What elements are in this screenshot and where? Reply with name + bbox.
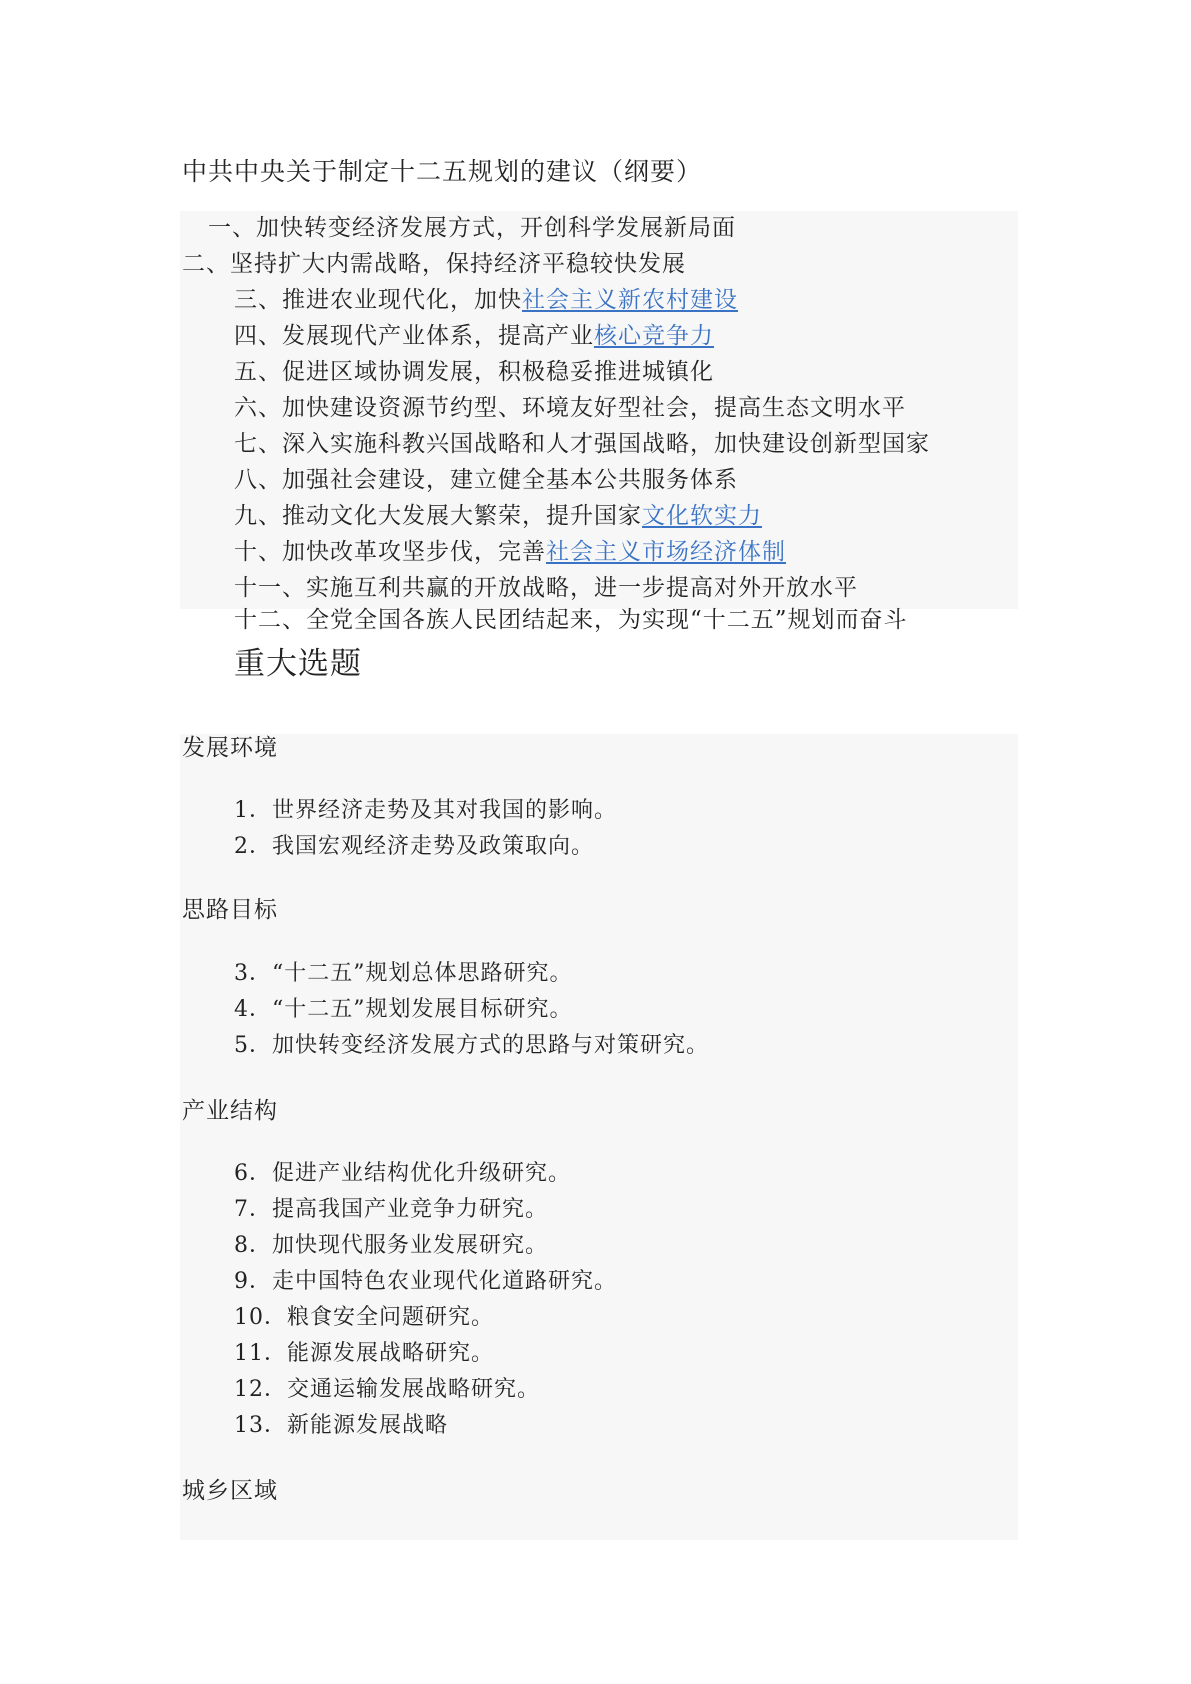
topics-heading: 重大选题 (234, 646, 362, 682)
outline-item (234, 500, 762, 532)
category-heading: 产业结构 (182, 1098, 278, 1124)
outline-item (234, 392, 906, 424)
outline-item-text: 十、加快改革攻坚步伐，完善 (234, 539, 546, 565)
outline-item-text: 十一、实施互利共赢的开放战略，进一步提高对外开放水平 (234, 575, 858, 601)
topic-item: 9．走中国特色农业现代化道路研究。 (234, 1269, 617, 1294)
link-socialist-new-countryside[interactable]: 社会主义新农村建设 (522, 287, 738, 313)
category-heading: 发展环境 (182, 735, 278, 761)
topic-item: 5．加快转变经济发展方式的思路与对策研究。 (234, 1033, 709, 1058)
link-cultural-soft-power[interactable]: 文化软实力 (642, 503, 762, 529)
outline-item-text: 二、坚持扩大内需战略，保持经济平稳较快发展 (182, 251, 686, 277)
outline-item-text: 九、推动文化大发展大繁荣，提升国家 (234, 503, 642, 529)
topic-item: 3．“十二五”规划总体思路研究。 (234, 961, 573, 986)
topic-item: 1．世界经济走势及其对我国的影响。 (234, 798, 617, 823)
topic-item: 8．加快现代服务业发展研究。 (234, 1233, 548, 1258)
outline-item (234, 572, 858, 604)
outline-item-text: 八、加强社会建设，建立健全基本公共服务体系 (234, 467, 738, 493)
outline-item-text: 四、发展现代产业体系，提高产业 (234, 323, 594, 349)
outline-item-text: 一、加快转变经济发展方式，开创科学发展新局面 (208, 215, 736, 241)
outline-item (234, 464, 738, 496)
outline-item (234, 284, 738, 316)
topic-item: 4．“十二五”规划发展目标研究。 (234, 997, 573, 1022)
category-heading: 城乡区域 (182, 1478, 278, 1504)
outline-item (234, 428, 930, 460)
outline-item-text: 三、推进农业现代化，加快 (234, 287, 522, 313)
category-heading: 思路目标 (182, 897, 278, 923)
topic-item: 11．能源发展战略研究。 (234, 1341, 494, 1366)
topic-item: 6．促进产业结构优化升级研究。 (234, 1161, 571, 1186)
outline-item (234, 320, 714, 352)
outline-item-text: 五、促进区域协调发展，积极稳妥推进城镇化 (234, 359, 714, 385)
outline-item (208, 212, 736, 244)
outline-item-text: 七、深入实施科教兴国战略和人才强国战略，加快建设创新型国家 (234, 431, 930, 457)
outline-item (182, 248, 686, 280)
topic-item: 12．交通运输发展战略研究。 (234, 1377, 540, 1402)
outline-item-text: 十二、全党全国各族人民团结起来，为实现“十二五”规划而奋斗 (234, 607, 908, 633)
outline-item (234, 536, 786, 568)
outline-item-text: 六、加快建设资源节约型、环境友好型社会，提高生态文明水平 (234, 395, 906, 421)
topic-item: 13．新能源发展战略 (234, 1413, 448, 1438)
topic-item: 2．我国宏观经济走势及政策取向。 (234, 834, 594, 859)
topic-item: 7．提高我国产业竞争力研究。 (234, 1197, 548, 1222)
outline-item (234, 356, 714, 388)
topic-item: 10．粮食安全问题研究。 (234, 1305, 494, 1330)
link-socialist-market-economy[interactable]: 社会主义市场经济体制 (546, 539, 786, 565)
link-core-competitiveness[interactable]: 核心竞争力 (594, 323, 714, 349)
outline-item (234, 604, 908, 636)
document-title: 中共中央关于制定十二五规划的建议（纲要） (182, 157, 703, 186)
